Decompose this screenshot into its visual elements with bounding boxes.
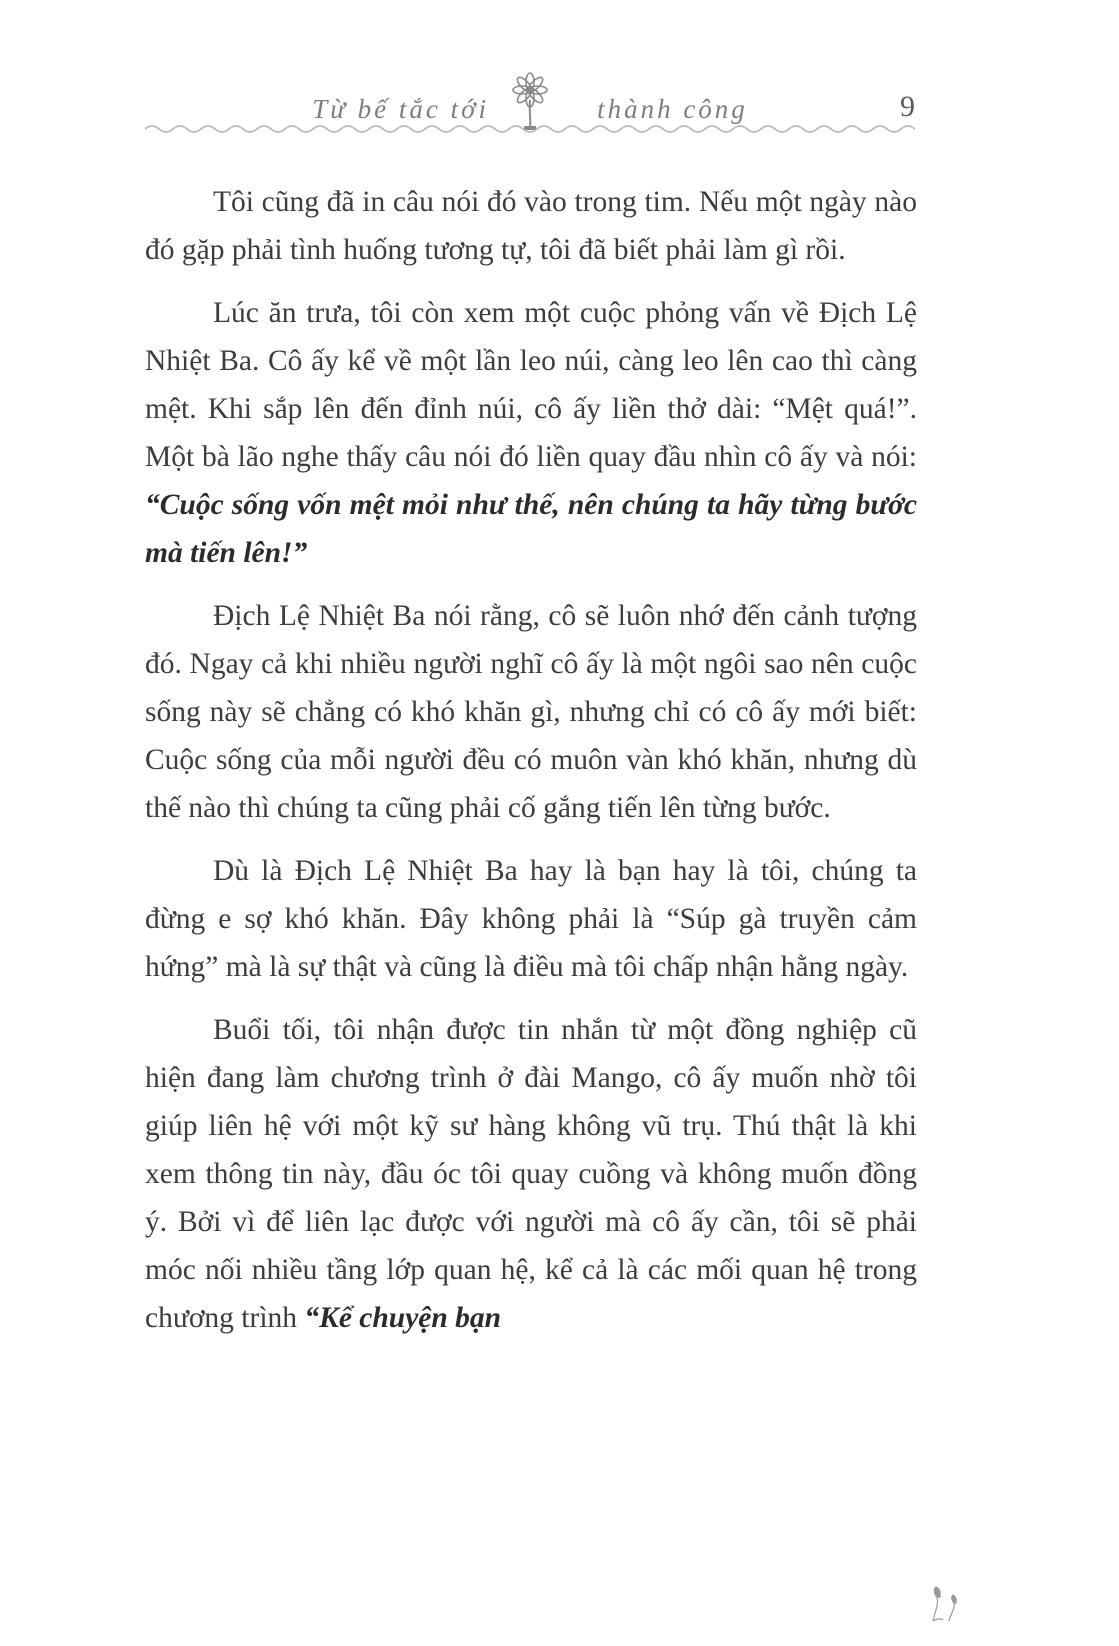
paragraph [145,1006,917,1342]
paragraph-text: Địch Lệ Nhiệt Ba nói rằng, cô sẽ luôn nhớ đến cảnh tượng đó. Ngay cả khi nhiều người nghĩ cô ấy là một ngôi sao nên cuộc sống này sẽ chẳng có khó khăn gì, nhưng chỉ có cô ấy mới biết: Cuộc sống của mỗi người đều có muôn vàn khó khăn, nhưng dù thế nào thì chúng ta cũng phải cố gắng tiến lên từng bước. [145,600,917,824]
wavy-divider [145,122,915,141]
paragraph-text: Lúc ăn trưa, tôi còn xem một cuộc phỏng vấn về Địch Lệ Nhiệt Ba. Cô ấy kể về một lần leo núi, càng leo lên cao thì càng mệt. Khi sắp lên đến đỉnh núi, cô ấy liền thở dài: “Mệt quá!”. Một bà lão nghe thấy câu nói đó liền quay đầu nhìn cô ấy và nói: [145,297,917,473]
quote-emphasis-text: “Cuộc sống vốn mệt mỏi như thế, nên chúng ta hãy từng bước mà tiến lên!” [145,489,917,569]
paragraph [145,289,917,577]
paragraph-text: Buổi tối, tôi nhận được tin nhắn từ một đồng nghiệp cũ hiện đang làm chương trình ở đài Mango, cô ấy muốn nhờ tôi giúp liên hệ với một kỹ sư hàng không vũ trụ. Thú thật là khi xem thông tin này, đầu óc tôi quay cuồng và không muốn đồng ý. Bởi vì để liên lạc được với người mà cô ấy cần, tôi sẽ phải móc nối nhiều tầng lớp quan hệ, kể cả là các mối quan hệ trong chương trình [145,1014,917,1334]
running-title-right: thành công [597,94,748,124]
paragraph-text: Tôi cũng đã in câu nói đó vào trong tim. Nếu một ngày nào đó gặp phải tình huống tương tự, tôi đã biết phải làm gì rồi. [145,186,917,266]
sprig-flower-icon [919,1583,969,1628]
paragraph [145,178,917,274]
paragraph [145,847,917,991]
page-number: 9 [900,90,915,123]
page-body [145,178,917,1357]
paragraph-text: Dù là Địch Lệ Nhiệt Ba hay là bạn hay là tôi, chúng ta đừng e sợ khó khăn. Đây không phải là “Súp gà truyền cảm hứng” mà là sự thật và cũng là điều mà tôi chấp nhận hằng ngày. [145,855,917,983]
paragraph [145,592,917,832]
quote-emphasis-text: “Kể chuyện bạn [304,1302,502,1334]
running-title-left: Từ bế tắc tới [312,94,490,124]
